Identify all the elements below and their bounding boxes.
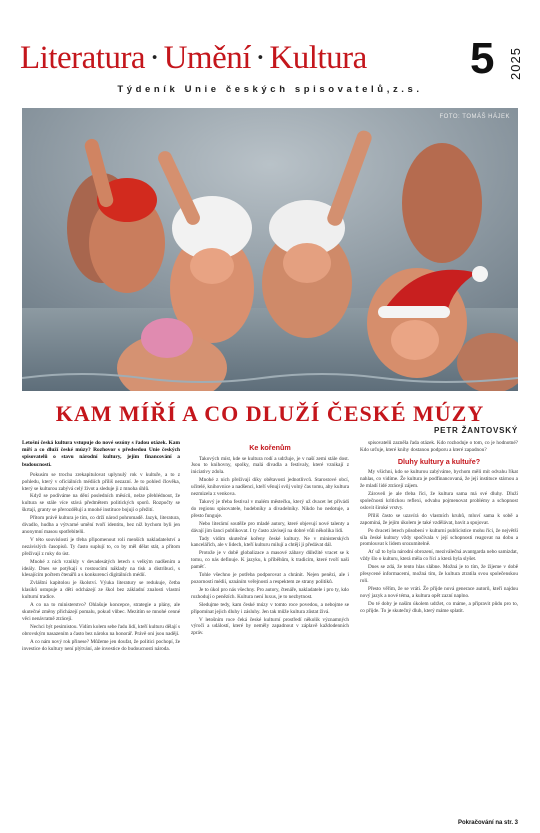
article-lead: Letošní česká kultura vstupuje do nové sezóny s řadou otázek. Kam míří a co dluží české múzy? Rozhovor s předsedou Unie českých spisovatelů o stavu národní kultury, jejím financování a budoucnosti. xyxy=(22,440,180,468)
paragraph: Mnohé z nich vznikly v devadesátých letech s velkým nadšením a ideály. Dnes se potýkají s rostoucími náklady na tisk a distribuci, s klesajícím počtem čtenářů a s konkurencí digitálních médií. xyxy=(22,558,180,579)
paragraph: My všichni, kdo se kulturou zabýváme, bychom měli mít odvahu říkat nahlas, co vidíme. Že kultura je podfinancovaná, že její instituce stárnou a že mladí lidé ztrácejí zájem. xyxy=(360,469,518,490)
masthead-subtitle: Týdeník Unie českých spisovatelů,z.s. xyxy=(117,84,423,95)
paragraph: Tady vidím skutečné kořeny české kultury. Ne v ministerských kancelářích, ale v lidech, kteří kulturu milují a chtějí ji předávat dál. xyxy=(191,535,349,549)
masthead-title xyxy=(20,40,367,77)
paragraph: Pokusím se trochu zrekapitulovat uplynulý rok v kultuře, a to z pohledu, který v oficiálních médiích příliš nezazní. Je to pohled člověka, který se kulturou zabývá celý život a sleduje ji z mnoha úhlů. xyxy=(22,471,180,492)
subheading-dluhy-kultury: Dluhy kultury a kultuře? xyxy=(397,456,481,466)
paragraph: Nechci být pesimistou. Vidím kolem sebe řadu lidí, kteří kulturu dělají s obrovským nasazením a často bez nároku na honorář. Právě oni jsou nadějí. xyxy=(22,623,180,637)
masthead-separator: · xyxy=(149,40,160,76)
paragraph: V letošním roce čeká české kulturní prostředí několik významných výročí a událostí, které by neměly zapadnout v záplavě každodenních zpráv. xyxy=(191,616,349,637)
paragraph: Po dvaceti letech působení v kulturní publicistice mohu říci, že největší síla české kultury vždy spočívala v její schopnosti reagovat na dobu a promlouvat k lidem srozumitelně. xyxy=(360,527,518,548)
paragraph: Dnes se zdá, že tento hlas slábne. Možná je to tím, že žijeme v době přesycené informacemi, možná tím, že kultura ztratila svou společenskou roli. xyxy=(360,564,518,584)
masthead-word-literatura: Literatura xyxy=(20,40,146,76)
issue-number: 5 xyxy=(470,34,495,83)
article-column-2 xyxy=(191,440,349,638)
paragraph: Když se podíváme na dění posledních měsíců, nelze přehlédnout, že kultura se stále více stává předmětem politických sporů. Rozpočty se škrtají, granty se přerozdělují a mnohé instituce bojují o přežití. xyxy=(22,493,180,514)
paragraph: V této souvislosti je třeba připomenout roli menších nakladatelství a nezávislých časopisů. Ty často suplují to, co by měl dělat stát, a přitom přežívají z ruky do úst. xyxy=(22,536,180,557)
paragraph: Nebo literární soutěže pro mladé autory, které objevují nové talenty a dávají jim šanci publikovat. I ty často závisejí na dobré vůli několika lidí. xyxy=(191,520,349,534)
paragraph: Ať už to byla národní obrození, meziválečná avantgarda nebo samizdat, vždy šlo o kulturu, která měla co říci a která byla slyšet. xyxy=(360,549,518,563)
cover-photo xyxy=(22,108,518,391)
continued-link[interactable]: Pokračování na str. 3 xyxy=(457,820,518,826)
article-column-1 xyxy=(22,440,180,653)
paragraph: Do té doby je naším úkolem udržet, co máme, a připravit půdu pro to, co přijde. To je skutečný dluh, který máme splatit. xyxy=(360,600,518,614)
article-byline: PETR ŽANTOVSKÝ xyxy=(434,426,518,435)
issue-year: 2025 xyxy=(508,47,523,80)
paragraph: A co nám nový rok přinese? Můžeme jen doufat, že politici pochopí, že investice do kultury není plýtvání, ale investice do budoucnosti národa. xyxy=(22,638,180,652)
article-column-3 xyxy=(360,440,518,616)
paragraph: Zvláštní kapitolou je školství. Výuka literatury se redukuje, četba klasiků ustupuje a děti odcházejí ze škol bez základní znalosti vlastní kulturní tradice. xyxy=(22,580,180,601)
paragraph: Mnohé z nich přežívají díky obětavosti jednotlivců. Starostové obcí, učitelé, knihovnice a nadšenci, kteří věnují svůj volný čas tomu, aby kultura nezmizela z venkova. xyxy=(191,477,349,498)
masthead-word-kultura: Kultura xyxy=(269,40,367,76)
paragraph: Zároveň je ale třeba říci, že kultura sama má své dluhy. Dluží společnosti kritickou reflexi, odvahu pojmenovat problémy a schopnost oslovit široké vrstvy. xyxy=(360,491,518,511)
paragraph: A co na to ministerstvo? Ohlašuje koncepce, strategie a plány, ale skutečné změny přicházejí pomalu, pokud vůbec. Mezitím se mnohé cenné věci nenávratně ztrácejí. xyxy=(22,602,180,622)
paragraph: Přesto věřím, že se vrátí. Že přijde nová generace autorů, kteří najdou nový jazyk a nové téma, a kultura opět zazní naplno. xyxy=(360,585,518,599)
paragraph: Protože je v době globalizace a masové zábavy důležité vracet se k tomu, co nás definuje. K jazyku, k příběhům, k tradicím, které tvoří naši paměť. xyxy=(191,550,349,571)
paragraph: Přitom právě kultura je tím, co drží národ pohromadě. Jazyk, literatura, divadlo, hudba a výtvarné umění tvoří identitu, bez níž bychom byli jen anonymní masou spotřebitelů. xyxy=(22,515,180,535)
paragraph: Takových míst, kde se kultura rodí a udržuje, je v naší zemi stále dost. Jsou to knihovny, spolky, malá divadla a festivaly, které vznikají z iniciativy zdola. xyxy=(191,455,349,476)
winter-swimmers-photo xyxy=(22,108,518,391)
masthead-word-umeni: Umění xyxy=(163,40,251,76)
paragraph: spisovatelů zazněla řada otázek. Kdo rozhoduje o tom, co je hodnotné? Kdo určuje, které knihy dostanou podporu a které zapadnou? xyxy=(360,440,518,453)
article-headline: KAM MÍŘÍ A CO DLUŽÍ ČESKÉ MÚZY xyxy=(55,401,485,426)
subheading-ke-korenum: Ke kořenům xyxy=(249,443,291,452)
paragraph: Příliš často se uzavírá do vlastních kruhů, mluví sama k sobě a zapomíná, že jejím úkolem je také vzdělávat, bavit a spojovat. xyxy=(360,512,518,526)
paragraph: Tohle všechno je potřeba podporovat a chránit. Nejen penězi, ale i pozorností médií, uznáním veřejnosti a respektem ze strany politiků. xyxy=(191,572,349,585)
paragraph: Je to úkol pro nás všechny. Pro autory, čtenáře, nakladatele i pro ty, kdo rozhodují o penězích. Kultura není luxus, je to nezbytnost. xyxy=(191,586,349,600)
paragraph: Takový je třeba festival v malém městečku, který už dvacet let přivádí do regionu spisovatele, hudebníky a divadelníky. Nikdo ho nedotuje, a přesto funguje. xyxy=(191,499,349,519)
paragraph: Sledujme tedy, kam české múzy v tomto roce povedou, a nebojme se připomínat jejich dluhy i zásluhy. Jen tak může kultura zůstat živá. xyxy=(191,601,349,615)
masthead-separator: · xyxy=(254,40,266,76)
photo-credit: FOTO: TOMÁŠ HÁJEK xyxy=(439,114,510,120)
